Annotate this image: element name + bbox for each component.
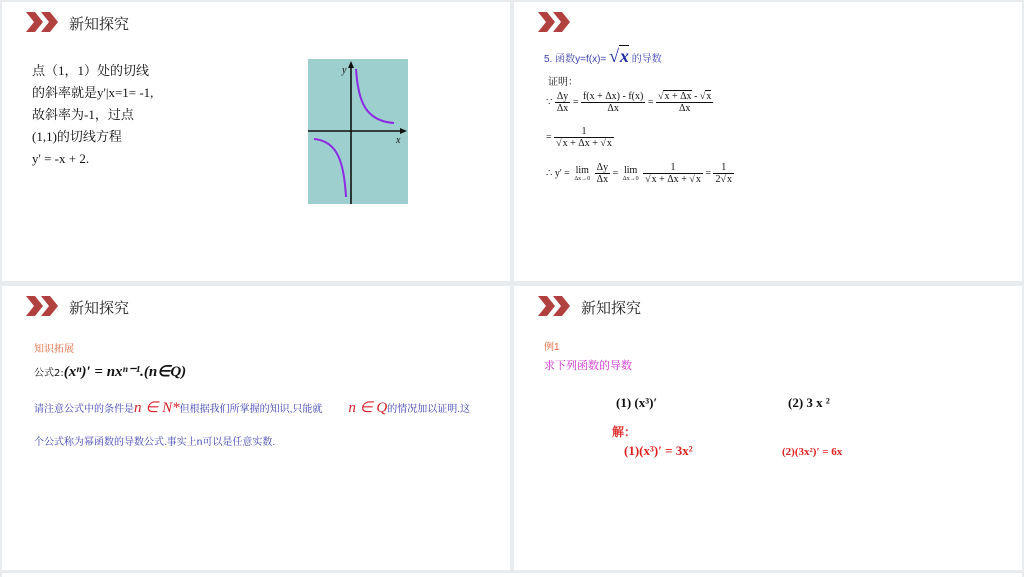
plus: + bbox=[589, 138, 601, 149]
text-line: 点（1，1）处的切线 bbox=[32, 63, 150, 78]
lim-text: lim bbox=[575, 165, 589, 176]
text-line: (1,1)的切线方程 bbox=[32, 129, 122, 144]
header-title: 新知探究 bbox=[69, 299, 130, 317]
equals: = bbox=[546, 131, 552, 143]
note-text: 请注意公式中的条件是 bbox=[34, 404, 134, 415]
numerator: √x + Δx - √x bbox=[657, 91, 712, 102]
lim-sub: Δx→0 bbox=[574, 176, 591, 182]
equals: = bbox=[705, 167, 711, 179]
slide-example-1[interactable] bbox=[514, 286, 1022, 570]
example-label: 例1 bbox=[544, 342, 560, 353]
double-chevron-icon bbox=[538, 12, 574, 32]
limit bbox=[621, 165, 641, 182]
bottom-row-edge bbox=[2, 573, 1022, 577]
denominator: 2√x bbox=[715, 174, 732, 185]
fraction bbox=[713, 162, 734, 185]
radicand: x bbox=[706, 91, 712, 102]
denominator: Δx bbox=[556, 103, 569, 114]
proof-label: 证明： bbox=[548, 77, 578, 88]
proof-line-3 bbox=[546, 162, 734, 185]
double-chevron-icon bbox=[26, 296, 62, 316]
numerator: 1 bbox=[554, 126, 614, 138]
problem-heading bbox=[544, 46, 662, 67]
double-chevron-icon bbox=[538, 296, 574, 316]
example-question: 求下列函数的导数 bbox=[544, 360, 632, 372]
equals: = bbox=[572, 96, 579, 108]
slide-power-rule[interactable] bbox=[2, 286, 510, 570]
radicand: x bbox=[619, 46, 629, 66]
numerator: Δy bbox=[556, 91, 569, 102]
lim-text: lim bbox=[624, 165, 638, 176]
equals: = bbox=[647, 96, 654, 108]
fraction bbox=[555, 91, 570, 114]
note-text: 但根据我们所掌握的知识,只能就 bbox=[179, 404, 323, 415]
header-title: 新知探究 bbox=[69, 15, 130, 33]
y-axis-label: y bbox=[342, 65, 347, 76]
therefore-symbol: ∴ y' = bbox=[546, 167, 570, 179]
radicand: x + Δx bbox=[664, 91, 692, 102]
text-line: y' = -x + 2. bbox=[32, 151, 90, 166]
slide-tangent-line[interactable] bbox=[2, 2, 510, 281]
sqrt-x-formula: √x bbox=[609, 46, 629, 66]
minus: - bbox=[691, 91, 700, 102]
numerator: Δy bbox=[596, 162, 609, 173]
denominator: √x + Δx + √x bbox=[645, 174, 701, 185]
fraction bbox=[656, 91, 713, 114]
x-axis-label: x bbox=[396, 135, 401, 146]
formula-label: 公式2: bbox=[34, 368, 64, 379]
note-line-2: 个公式称为幂函数的导数公式.事实上n可以是任意实数. bbox=[34, 437, 276, 448]
denominator: Δx bbox=[607, 103, 619, 114]
note-line-1 bbox=[34, 398, 470, 417]
heading-suffix: 的导数 bbox=[631, 54, 662, 65]
radicand: x bbox=[606, 138, 612, 149]
fraction bbox=[554, 126, 614, 149]
numerator: 1 bbox=[643, 162, 703, 174]
radicand: x + Δx bbox=[651, 174, 679, 185]
double-chevron-icon bbox=[26, 12, 62, 32]
problem-2: (2) 3 x ² bbox=[788, 395, 830, 410]
because-symbol: ∵ bbox=[546, 96, 553, 108]
lim-sub: Δx→0 bbox=[622, 176, 639, 182]
proof-line-2 bbox=[546, 126, 614, 149]
numerator: 1 bbox=[713, 162, 734, 174]
text-line: 的斜率就是y'|x=1= -1, bbox=[32, 85, 154, 100]
header-title: 新知探究 bbox=[581, 299, 642, 317]
note-text: 的情况加以证明.这 bbox=[387, 404, 471, 415]
tangent-explanation bbox=[32, 60, 153, 170]
denominator: Δx bbox=[596, 174, 609, 185]
radicand: x bbox=[695, 174, 701, 185]
section-subtitle: 知识拓展 bbox=[34, 344, 74, 355]
plus: + bbox=[678, 174, 690, 185]
hyperbola-graph bbox=[308, 59, 408, 204]
heading-prefix: 5. 函数y=f(x)= bbox=[544, 54, 607, 65]
fraction bbox=[643, 162, 703, 185]
fraction bbox=[581, 91, 645, 114]
answer-2: (2)(3x²)′ = 6x bbox=[782, 446, 843, 458]
proof-line-1 bbox=[546, 91, 713, 114]
formula-text: (xⁿ)′ = nxⁿ⁻¹.(n∈Q) bbox=[63, 364, 187, 380]
numerator: f(x + Δx) - f(x) bbox=[582, 91, 644, 102]
radicand: x bbox=[726, 174, 732, 185]
problem-1: (1) (x³)′ bbox=[616, 395, 658, 410]
solution-label: 解： bbox=[612, 425, 637, 439]
condition-n-q: n ∈ Q bbox=[348, 400, 388, 416]
denominator: √x + Δx + √x bbox=[556, 138, 612, 149]
coefficient: 2 bbox=[715, 174, 721, 185]
denominator: Δx bbox=[678, 103, 691, 114]
power-rule-formula bbox=[34, 362, 186, 381]
limit bbox=[572, 165, 592, 182]
equals: = bbox=[612, 167, 619, 179]
text-line: 故斜率为-1，过点 bbox=[32, 107, 134, 122]
condition-n-star: n ∈ N* bbox=[134, 400, 180, 416]
fraction bbox=[595, 162, 610, 185]
radicand: x + Δx bbox=[562, 138, 590, 149]
slide-sqrt-derivative[interactable] bbox=[514, 2, 1022, 281]
answer-1: (1)(x³)′ = 3x² bbox=[624, 443, 693, 458]
